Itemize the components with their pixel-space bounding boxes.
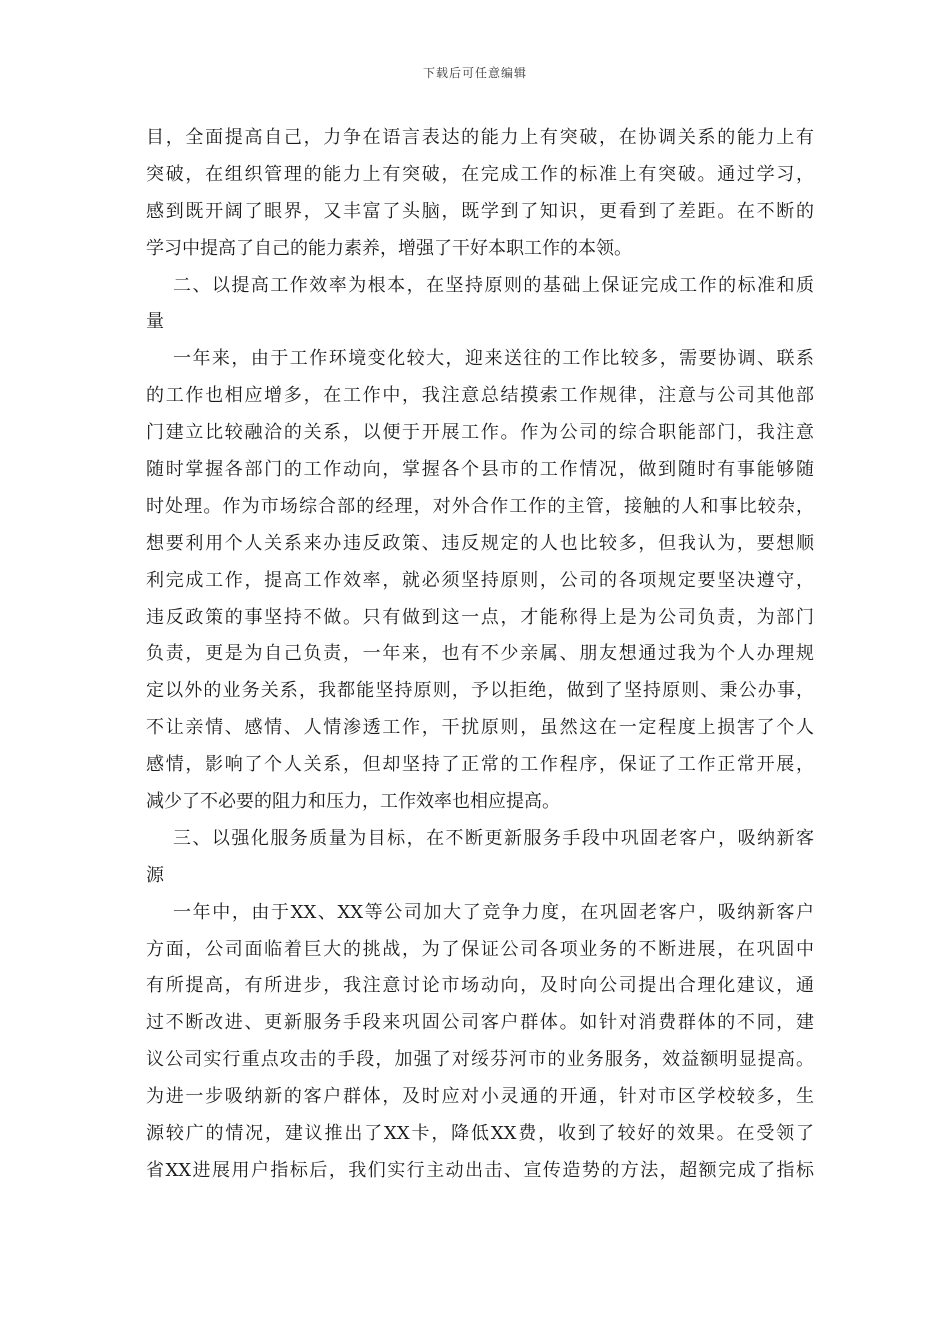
- document-body: [146, 120, 814, 1190]
- text-line: 量: [146, 311, 164, 333]
- text-line: 源: [146, 864, 164, 886]
- text-line: 随时掌握各部门的工作动向，掌握各个县市的工作情况，做到随时有事能够随: [146, 459, 814, 481]
- text-line: 过不断改进、更新服务手段来巩固公司客户群体。如针对消费群体的不同，建: [146, 1012, 814, 1034]
- header-note: 下载后可任意编辑: [422, 66, 527, 80]
- text-line: 议公司实行重点攻击的手段，加强了对绥芬河市的业务服务，效益额明显提高。: [146, 1049, 814, 1071]
- text-line: 有所提高，有所进步，我注意讨论市场动向，及时向公司提出合理化建议，通: [146, 975, 814, 997]
- text-line: 减少了不必要的阻力和压力，工作效率也相应提高。: [146, 791, 560, 813]
- text-line: 负责，更是为自己负责，一年来，也有不少亲属、朋友想通过我为个人办理规: [146, 643, 814, 665]
- text-line: 的工作也相应增多，在工作中，我注意总结摸索工作规律，注意与公司其他部: [146, 385, 814, 407]
- text-line: 不让亲情、感情、人情渗透工作，干扰原则，虽然这在一定程度上损害了个人: [146, 717, 814, 739]
- text-line: 二、以提高工作效率为根本，在坚持原则的基础上保证完成工作的标准和质: [173, 274, 814, 296]
- text-line: 违反政策的事坚持不做。只有做到这一点，才能称得上是为公司负责，为部门: [146, 606, 814, 628]
- text-line: 一年中，由于XX、XX等公司加大了竞争力度，在巩固老客户，吸纳新客户: [173, 901, 814, 923]
- text-line: 门建立比较融洽的关系，以便于开展工作。作为公司的综合职能部门，我注意: [146, 422, 814, 444]
- text-line: 省XX进展用户指标后，我们实行主动出击、宣传造势的方法，超额完成了指标: [146, 1159, 814, 1181]
- text-line: 源较广的情况，建议推出了XX卡，降低XX费，收到了较好的效果。在受领了: [146, 1123, 814, 1145]
- text-line: 想要利用个人关系来办违反政策、违反规定的人也比较多，但我认为，要想顺: [146, 532, 814, 554]
- text-line: 目，全面提高自己，力争在语言表达的能力上有突破，在协调关系的能力上有: [146, 127, 814, 148]
- text-line: 一年来，由于工作环境变化较大，迎来送往的工作比较多，需要协调、联系: [173, 348, 814, 370]
- text-line: 时处理。作为市场综合部的经理，对外合作工作的主管，接触的人和事比较杂，: [146, 495, 814, 517]
- text-line: 三、以强化服务质量为目标，在不断更新服务手段中巩固老客户，吸纳新客: [173, 827, 814, 849]
- text-line: 定以外的业务关系，我都能坚持原则，予以拒绝，做到了坚持原则、秉公办事，: [146, 680, 814, 702]
- text-line: 学习中提高了自己的能力素养，增强了干好本职工作的本领。: [146, 237, 632, 259]
- text-line: 突破，在组织管理的能力上有突破，在完成工作的标准上有突破。通过学习，: [146, 163, 814, 185]
- text-line: 感情，影响了个人关系，但却坚持了正常的工作程序，保证了工作正常开展，: [146, 754, 814, 776]
- text-line: 方面，公司面临着巨大的挑战，为了保证公司各项业务的不断进展，在巩固中: [146, 938, 814, 960]
- text-line: 利完成工作，提高工作效率，就必须坚持原则，公司的各项规定要坚决遵守，: [146, 569, 814, 591]
- text-line: 为进一步吸纳新的客户群体，及时应对小灵通的开通，针对市区学校较多，生: [146, 1086, 814, 1108]
- text-line: 感到既开阔了眼界，又丰富了头脑，既学到了知识，更看到了差距。在不断的: [146, 200, 814, 222]
